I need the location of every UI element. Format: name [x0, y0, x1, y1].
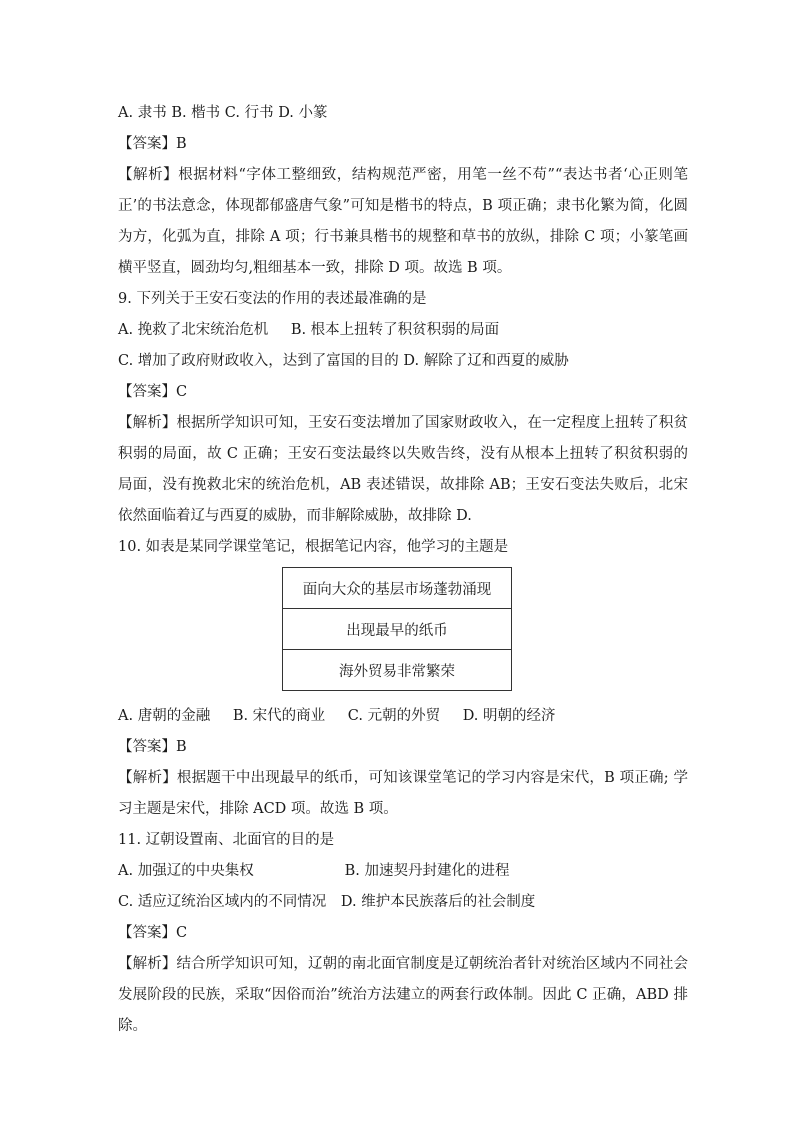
q9-option-a: A. 挽救了北宋统治危机 [118, 322, 269, 338]
q8-option-d: D. 小篆 [278, 105, 328, 121]
q9-option-c: C. 增加了政府财政收入，达到了富国的目的 [118, 353, 399, 369]
q9-answer: 【答案】C [118, 384, 188, 400]
q9-question: 9. 下列关于王安石变法的作用的表述最准确的是 [118, 291, 427, 307]
notes-table-cell: 面向大众的基层市场蓬勃涌现 [283, 568, 512, 609]
document-page [118, 98, 688, 1042]
notes-table-cell: 出现最早的纸币 [283, 609, 512, 650]
q8-option-c: C. 行书 [224, 105, 274, 121]
q11-options-row1 [118, 856, 688, 887]
q8-analysis: 【解析】根据材料“字体工整细致，结构规范严密，用笔一丝不苟”“表达书者‘心正则笔正’的书法意念，体现都郁盛唐气象”可知是楷书的特点，B 项正确；隶书化繁为简，化圆为方，化弧为直，排除 A 项；行书兼具楷书的规整和草书的放纵，排除 C 项；小篆笔画横平竖直，圆劲均匀,粗细基本一致，排除 D 项。故选 B 项。 [118, 167, 688, 276]
q9-options-row1 [118, 315, 688, 346]
q11-question: 11. 辽朝设置南、北面官的目的是 [118, 832, 335, 848]
q9-analysis: 【解析】根据所学知识可知，王安石变法增加了国家财政收入，在一定程度上扭转了积贫积弱的局面，故 C 正确；王安石变法最终以失败告终，没有从根本上扭转了积贫积弱的局面，没有挽救北宋的统治危机，AB 表述错误，故排除 AB；王安石变法失败后，北宋依然面临着辽与西夏的威胁，而非解除威胁，故排除 D. [118, 415, 688, 524]
q8-options [118, 98, 688, 129]
q11-analysis: 【解析】结合所学知识可知，辽朝的南北面官制度是辽朝统治者针对统治区域内不同社会发展阶段的民族，采取“因俗而治”统治方法建立的两套行政体制。因此 C 正确，ABD 排除。 [118, 956, 688, 1034]
q11-option-c: C. 适应辽统治区域内的不同情况 [118, 894, 327, 910]
q11-answer: 【答案】C [118, 925, 188, 941]
q10-options [118, 701, 688, 732]
notes-table [282, 567, 512, 691]
notes-table-cell: 海外贸易非常繁荣 [283, 650, 512, 691]
q8-option-a: A. 隶书 [118, 105, 167, 121]
q8-answer: 【答案】B [118, 136, 187, 152]
q10-answer: 【答案】B [118, 739, 187, 755]
q10-analysis: 【解析】根据题干中出现最早的纸币，可知该课堂笔记的学习内容是宋代，B 项正确; 学习主题是宋代，排除 ACD 项。故选 B 项。 [118, 770, 688, 817]
q10-option-a: A. 唐朝的金融 [118, 708, 211, 724]
q10-option-d: D. 明朝的经济 [462, 708, 556, 724]
q9-option-b: B. 根本上扭转了积贫积弱的局面 [290, 322, 500, 338]
q8-option-b: B. 楷书 [171, 105, 221, 121]
q10-option-b: B. 宋代的商业 [232, 708, 326, 724]
q11-option-d: D. 维护本民族落后的社会制度 [340, 894, 536, 910]
q10-question: 10. 如表是某同学课堂笔记，根据笔记内容，他学习的主题是 [118, 539, 509, 555]
q11-options-row2 [118, 887, 688, 918]
q9-option-d: D. 解除了辽和西夏的威胁 [403, 353, 569, 369]
q11-option-a: A. 加强辽的中央集权 [118, 863, 254, 879]
q9-options-row2 [118, 346, 688, 377]
q11-option-b: B. 加速契丹封建化的进程 [344, 863, 510, 879]
q10-option-c: C. 元朝的外贸 [347, 708, 441, 724]
